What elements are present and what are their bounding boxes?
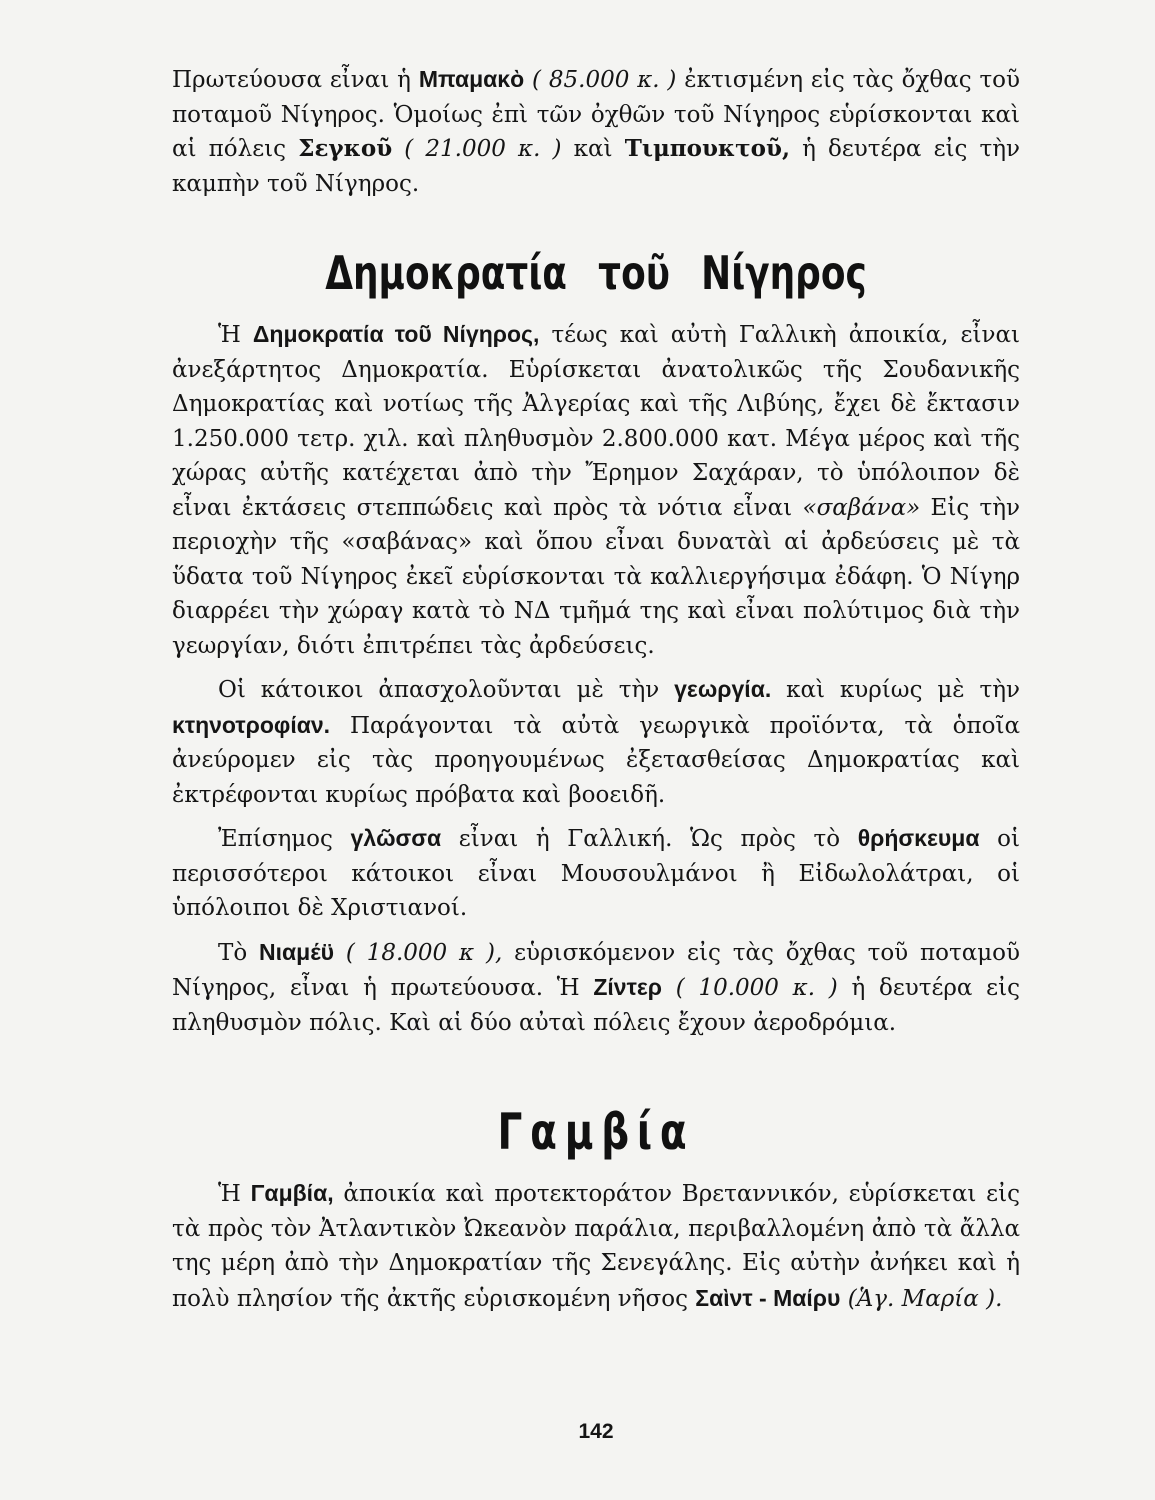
page-number: 142 — [578, 1420, 614, 1443]
text-run: ἐκτισμένη εἰς τὰς ὄχθας τοῦ ποταμοῦ Νίγηρος. Ὁμοίως ἐπὶ τῶν ὀχθῶν τοῦ Νίγηρος εὑρίσκονται καὶ αἱ πόλεις — [172, 67, 1021, 162]
text-run: Ἐπίσημος — [218, 826, 351, 852]
text-run: Εἰς τὴν περιοχὴν τῆς «σαβάνας» καὶ ὅπου εἶναι δυνατὰὶ αἱ ἀρδεύσεις μὲ τὰ ὕδατα τοῦ Νίγηρος ἐκεῖ εὑρίσκονται τὰ καλλιεργήσιμα ἐδάφη. Ὁ Νίγηρ διαρρέει τὴν χώραγ κατὰ τὸ ΝΔ τμῆμά της καὶ εἶναι πολύτιμος διὰ τὴν γεωργίαν, διότι ἐπιτρέπει τὰς ἀρδεύσεις. — [172, 494, 1021, 659]
italic-term-savanna: «σαβάνα» — [802, 494, 921, 521]
population-segou: ( 21.000 κ. ) — [392, 136, 562, 162]
italic-term-agia-maria: (Ἁγ. Μαρία ). — [840, 1285, 1003, 1312]
bold-term-niamey: Νιαμέϋ — [259, 938, 335, 965]
paragraph-niger-economy — [172, 672, 1020, 812]
section-heading-niger: Δημοκρατία τοῦ Νίγηρος — [325, 246, 867, 300]
paragraph-niger-language-religion — [172, 821, 1020, 926]
bold-term-niger-republic: Δημοκρατία τοῦ Νίγηρος, — [252, 321, 540, 347]
text-run: καὶ — [561, 136, 625, 162]
population-bamako: ( 85.000 κ. ) — [524, 67, 677, 93]
text-run: οἱ περισσότεροι κάτοικοι εἶναι Μουσουλμάνοι ἢ Εἰδωλολάτραι, οἱ ὑπόλοιποι δὲ Χριστιανοί. — [172, 826, 1020, 921]
bold-term-bamako: Μπαμακὸ — [418, 66, 525, 92]
text-run: ἡ δευτέρα εἰς πληθυσμὸν πόλις. Καὶ αἱ δύο αὐταὶ πόλεις ἔχουν ἀεροδρόμια. — [172, 975, 1021, 1036]
text-run: τέως καὶ αὐτὴ Γαλλικὴ ἀποικία, εἶναι ἀνεξάρτητος Δημοκρατία. Εὑρίσκεται ἀνατολικῶς τῆς Σουδανικῆς Δημοκρατίας καὶ νοτίως τῆς Ἀλγερίας καὶ τῆς Λιβύης, ἔχει δὲ ἔκτασιν 1.250.000 τετρ. χιλ. καὶ πληθυσμὸν 2.800.000 κατ. Μέγα μέρος καὶ τῆς χώρας αὐτῆς κατέχεται ἀπὸ τὴν Ἔρημον Σαχάραν, τὸ ὑπόλοιπον δὲ εἶναι ἐκτάσεις στεππώδεις καὶ πρὸς τὰ νότια εἶναι — [172, 322, 1020, 521]
text-run: Ἡ — [218, 1181, 251, 1207]
bold-term-livestock: κτηνοτροφίαν. — [172, 711, 331, 738]
bold-term-language: γλῶσσα — [350, 825, 442, 851]
bold-term-zinder: Ζίντερ — [593, 974, 662, 1000]
paragraph-niger-overview — [172, 317, 1020, 663]
text-run: εὑρισκόμενον εἰς τὰς ὄχθας τοῦ ποταμοῦ Νίγηρος, εἶναι ἡ πρωτεύουσα. Ἡ — [172, 939, 1020, 1001]
population-niamey: ( 18.000 κ ), — [334, 939, 503, 966]
text-run: καὶ κυρίως μὲ τὴν — [771, 677, 1020, 703]
paragraph-gambia-overview — [172, 1176, 1020, 1316]
paragraph-niger-cities — [172, 935, 1020, 1041]
bold-term-segou: Σεγκοῦ — [298, 135, 393, 162]
text-run: Οἱ κάτοικοι ἀπασχολοῦνται μὲ τὴν — [218, 677, 675, 703]
bold-term-religion: θρήσκευμα — [857, 825, 980, 851]
bold-term-timbuktu: Τιμπουκτοῦ, — [624, 135, 790, 162]
section-heading-gambia: Γαμβία — [497, 1103, 695, 1161]
text-run: ἡ δευτέρα εἰς τὴν καμπὴν τοῦ Νίγηρος. — [172, 136, 1021, 197]
text-run: ἀποικία καὶ προτεκτοράτον Βρεταννικόν, εὑρίσκεται εἰς τὰ πρὸς τὸν Ἀτλαντικὸν Ὠκεανὸν παράλια, περιβαλλομένη ἀπὸ τὰ ἄλλα της μέρη ἀπὸ τὴν Δημοκρατίαν τῆς Σενεγάλης. Εἰς αὐτὴν ἀνήκει καὶ ἡ πολὺ πλησίον τῆς ἀκτῆς εὑρισκομένη νῆσος — [172, 1181, 1020, 1312]
population-zinder: ( 10.000 κ. ) — [662, 975, 838, 1001]
text-run: εἶναι ἡ Γαλλική. Ὡς πρὸς τὸ — [441, 826, 858, 852]
bold-term-agriculture: γεωργία. — [674, 676, 772, 702]
bold-term-saint-mary: Σαὶντ - Μαίρυ — [695, 1284, 841, 1311]
document-page — [172, 62, 1021, 1443]
paragraph-capital-bamako — [172, 62, 1020, 201]
bold-term-gambia: Γαμβία, — [250, 1180, 334, 1206]
text-run: Παράγονται τὰ αὐτὰ γεωργικὰ προϊόντα, τὰ ὁποῖα ἀνεύρομεν εἰς τὰς προηγουμένως ἐξετασθείσας Δημοκρατίας καὶ ἐκτρέφονται κυρίως πρόβατα καὶ βοοειδῆ. — [172, 712, 1020, 808]
text-run: Ἡ — [218, 322, 253, 348]
text-run: Πρωτεύουσα εἶναι ἡ — [172, 67, 419, 93]
text-run: Τὸ — [218, 939, 260, 966]
